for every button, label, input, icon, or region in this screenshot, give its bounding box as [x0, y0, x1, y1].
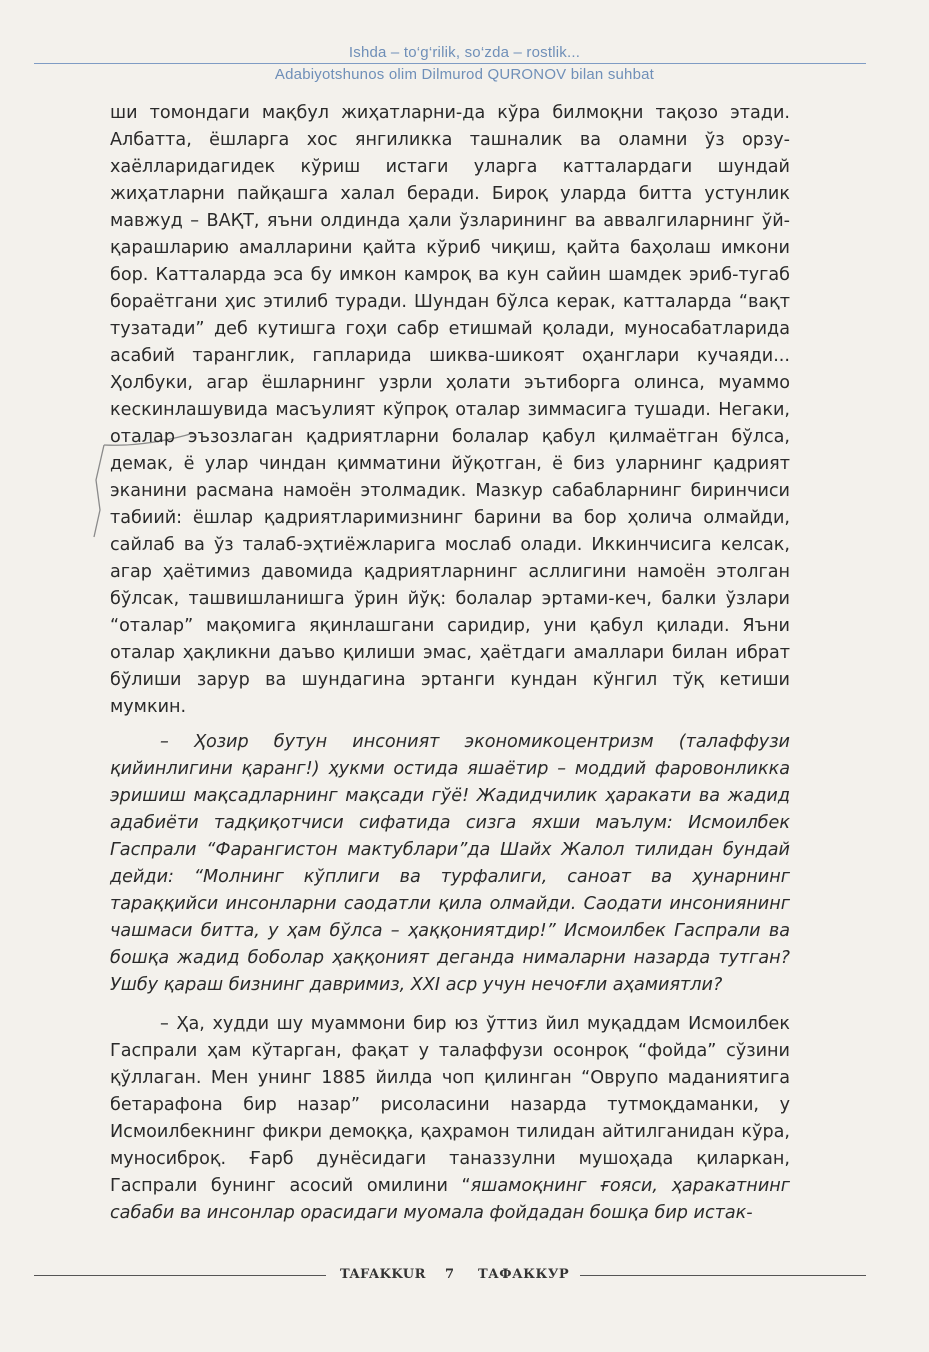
- footer-magazine-cyrillic: ТАФАККУР: [478, 1267, 570, 1282]
- footer-rule-left: [34, 1275, 326, 1276]
- paragraph-answer-continued: ши томондаги мақбул жиҳатларни-да кўра билмоқни тақозо этади. Албатта, ёшларга хос янгиликка ташналик ва оламни ўз орзу-хаёлларидагидек кўриш истаги уларга катталардаги шундай жиҳатларни пайқашга халал беради. Бироқ уларда битта устунлик мавжуд – ВАҚТ, яъни олдинда ҳали ўзларининг ва аввалгиларнинг ўй-қарашларию амалларини қайта кўриб чиқиш, қайта баҳолаш имкони бор. Катталарда эса бу имкон камроқ ва кун сайин шамдек эриб-тугаб бораётгани ҳис этилиб туради. Шундан бўлса керак, катталарда “вақт тузатади” деб кутишга гоҳи сабр етишмай қолади, муносабатларида асабий таранглик, гапларида шиква-шикоят оҳанглари кучаяди... Ҳолбуки, агар ёшларнинг узрли ҳолати эътиборга олинса, муаммо кескинлашувида масъулият кўпроқ оталар зиммасига тушади. Негаки, оталар эъзозлаган қадриятларни болалар қабул қилмаётган бўлса, демак, ё улар чиндан қимматини йўқотган, ё биз уларнинг қадрият эканини расмана намоён этолмадик. Мазкур сабабларнинг биринчиси табиий: ёшлар қадриятларимизнинг барини ва бор ҳолича олмайди, сайлаб ва ўз талаб-эҳтиёжларига мослаб олади. Иккинчисига келсак, агар ҳаётимиз давомида қадриятларнинг асллигини намоён этолган бўлсак, ташвишланишга ўрин йўқ: болалар эртами-кеч, балки ўзлари “оталар” мақомига яқинлашгани саридир, уни қабул қилади. Яъни оталар ҳақликни даъво қилиши эмас, ҳаётдаги амаллари билан ибрат бўлиши зарур ва шундагина эртанги кундан кўнгил тўқ кетиши мумкин.: [110, 103, 790, 717]
- header-rule: [34, 63, 866, 64]
- article-body: [110, 100, 790, 1227]
- page-footer: [0, 1267, 929, 1287]
- page-number: 7: [445, 1267, 455, 1282]
- answer-plain-text: – Ҳа, худди шу муаммони бир юз ўттиз йил муқаддам Исмоилбек Гаспрали ҳам кўтарган, фақат у талаффузи осонроқ “фойда” сўзини қўллаган. Мен унинг 1885 йилда чоп қилинган “Оврупо маданиятига бетарафона бир назар” рисоласини назарда тутмоқдаманки, у Исмоилбекнинг фикри демоққа, қаҳрамон тилидан айтилганидан кўра, муносиброқ. Ғарб дунёсидаги таназзулни мушоҳада қиларкан, Гаспрали бунинг асосий омилини “: [110, 1014, 790, 1196]
- paragraph-answer: [110, 1011, 790, 1227]
- footer-rule-right: [580, 1275, 866, 1276]
- paragraph-question: – Ҳозир бутун инсоният экономикоцентризм (талаффузи қийинлигини қаранг!) ҳукми остида яшаётир – моддий фаровонликка эришиш мақсадларнинг мақсади гўё! Жадидчилик ҳаракати ва жадид адабиёти тадқиқотчиси сифатида сизга яхши маълум: Исмоилбек Гаспрали “Фарангистон мактублари”да Шайх Жалол тилидан бундай дейди: “Молнинг кўплиги ва турфалиги, саноат ва ҳунарнинг тараққийси инсонларни саодатли қила олмайди. Саодати инсониянинг чашмаси битта, у ҳам бўлса – ҳаққониятдир!” Исмоилбек Гаспрали ва бошқа жадид боболар ҳаққоният деганда нималарни назарда тутган? Ушбу қараш бизнинг давримиз, XXI аср учун нечоғли аҳамиятли?: [110, 732, 790, 995]
- header-subtitle: Adabiyotshunos olim Dilmurod QURONOV bilan suhbat: [274, 66, 655, 83]
- footer-magazine-latin: TAFAKKUR: [340, 1267, 426, 1282]
- header-title: Ishda – to‘g‘rilik, so‘zda – rostlik...: [348, 44, 581, 61]
- answer-quote-italic: яшамоқнинг ғояси, ҳаракатнинг сабаби ва инсонлар орасидаги муомала фойдадан бошқа бир истак-: [110, 1176, 790, 1223]
